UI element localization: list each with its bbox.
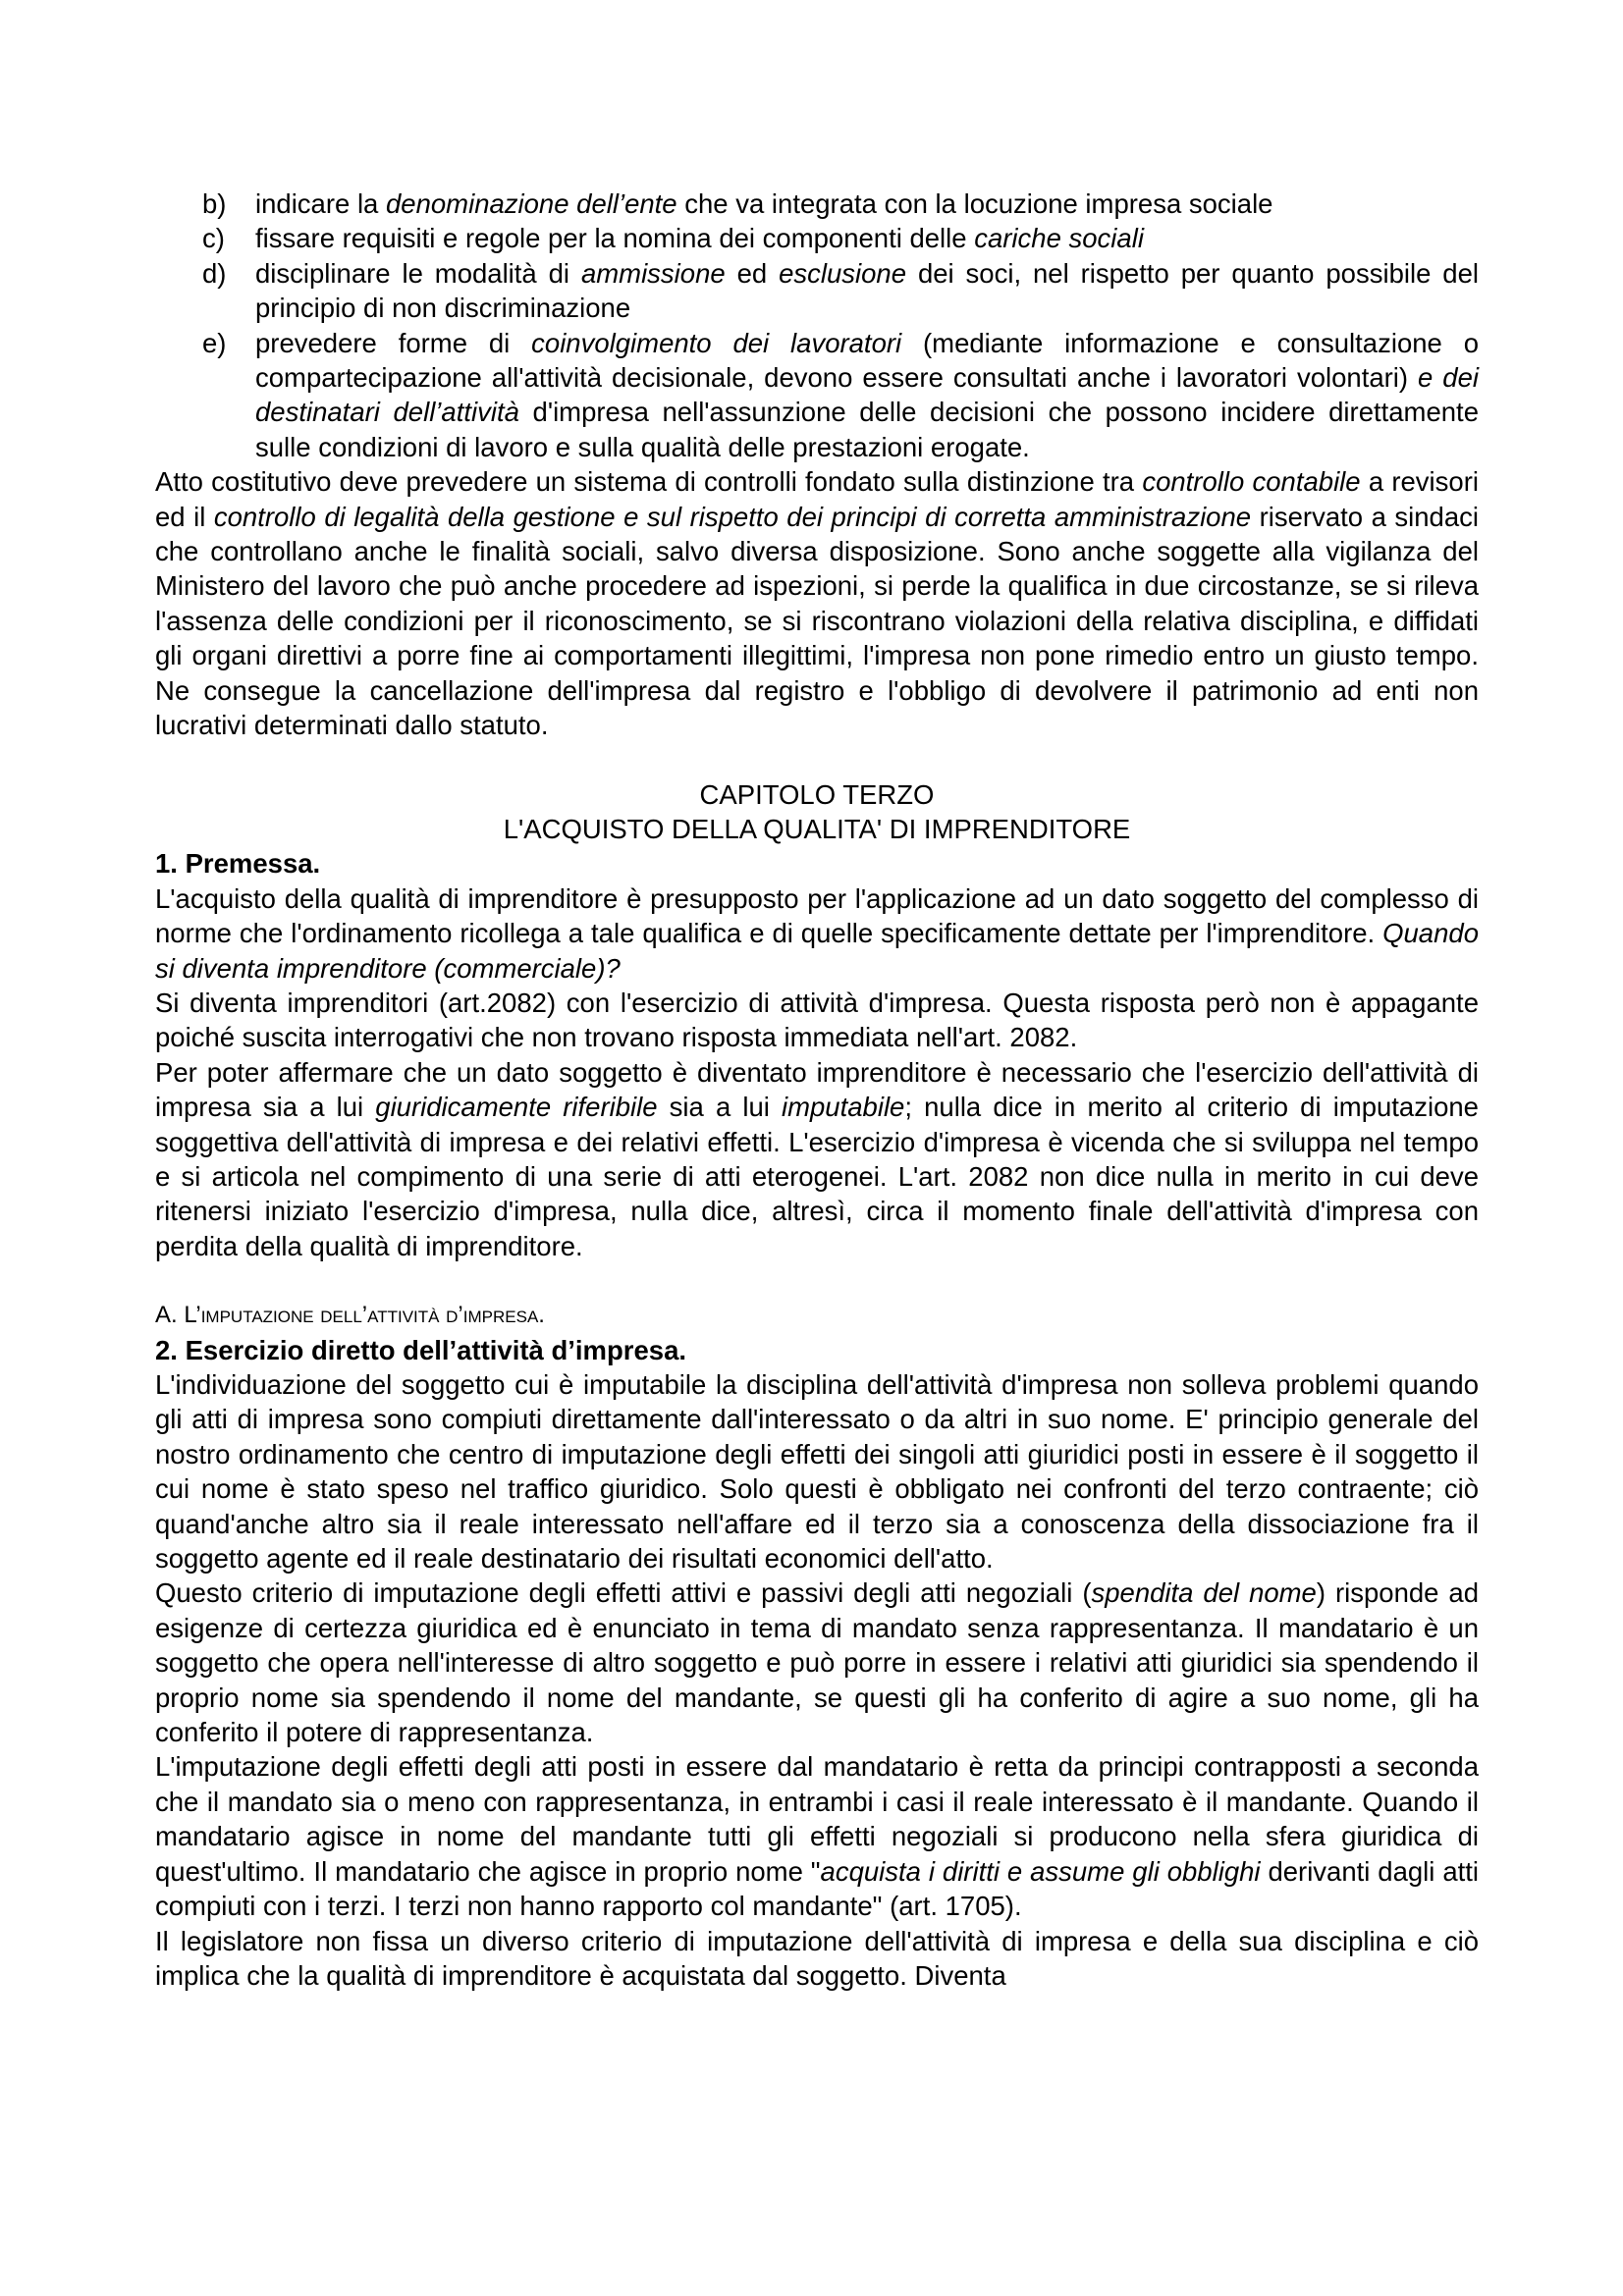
list-item-text	[255, 328, 1479, 462]
italic-text-run: acquista i diritti e assume gli obblighi	[820, 1855, 1261, 1887]
text-run: dei soci, nel rispetto per quanto possibile del principio di non discriminazione	[255, 257, 1479, 324]
list-item-text	[255, 188, 1272, 219]
italic-text-run: giuridicamente riferibile	[375, 1092, 658, 1123]
text-run: sia a lui	[657, 1092, 782, 1123]
list-marker: d)	[202, 257, 227, 289]
section-heading-esercizio: 2. Esercizio diretto dell’attività d’impresa.	[155, 1334, 687, 1365]
text-run: che va integrata con la locuzione impresa sociale	[676, 188, 1273, 219]
paragraph	[155, 1575, 1479, 1749]
text-run: fissare requisiti e regole per la nomina dei componenti delle	[255, 223, 975, 254]
text-run: Questo criterio di imputazione degli effetti attivi e passivi degli atti negoziali (	[155, 1577, 1092, 1609]
italic-text-run: Quando si diventa imprenditore (commerciale)?	[155, 918, 1479, 984]
italic-text-run: coinvolgimento dei lavoratori	[531, 327, 902, 358]
text-run: riservato a sindaci che controllano anche le finalità sociali, salvo diversa disposizione. Sono anche soggette alla vigilanza del Ministero del lavoro che può anche procedere ad ispezioni, si perde la qualifica in due circostanze, se si rileva l'assenza delle condizioni per il riconoscimento, se si riscontrano violazioni della relativa disciplina, e diffidati gli organi direttivi a porre fine ai comportamenti illegittimi, l'impresa non pone rimedio entro un giusto tempo. Ne consegue la cancellazione dell'impresa dal registro e l'obbligo di devolvere il patrimonio ad enti non lucrativi determinati dallo statuto.	[155, 501, 1480, 741]
text-run: a revisori ed il	[155, 466, 1479, 532]
paragraph	[155, 986, 1479, 1055]
list-marker: c)	[202, 223, 225, 254]
italic-text-run: cariche sociali	[974, 223, 1144, 254]
text-run: ed	[725, 257, 780, 289]
chapter-label: CAPITOLO TERZO	[699, 778, 935, 810]
text-run: Si diventa imprenditori (art.2082) con l'esercizio di attività d'impresa. Questa risposta però non è appagante poiché suscita interrogativi che non trovano risposta immediata nell'art. 2082.	[155, 987, 1479, 1053]
italic-text-run: imputabile	[782, 1092, 905, 1123]
text-run: L'acquisto della qualità di imprenditore è presupposto per l'applicazione ad un dato soggetto del complesso di norme che l'ordinamento ricollega a tale qualifica e di quelle specificamente dettate per l'imprenditore.	[155, 882, 1479, 949]
requirements-list	[155, 187, 1479, 464]
italic-text-run: esclusione	[779, 257, 907, 289]
text-run: Per poter affermare che un dato soggetto è diventato imprenditore è necessario che l'esercizio dell'attività di impresa sia a lui	[155, 1056, 1479, 1123]
text-run: L'individuazione del soggetto cui è imputabile la disciplina dell'attività d'impresa non solleva problemi quando gli atti di impresa sono compiuti direttamente dall'interessato o da altri in suo nome. E' principio generale del nostro ordinamento che centro di imputazione degli effetti dei singoli atti giuridici posti in essere è il soggetto il cui nome è stato speso nel traffico giuridico. Solo questi è obbligato nei confronti del terzo contraente; ciò quand'anche altro sia il reale interessato nell'affare ed il terzo sia a conoscenza della dissociazione fra il soggetto agente ed il reale destinatario dei risultati economici dell'atto.	[155, 1369, 1479, 1575]
chapter-title: L'ACQUISTO DELLA QUALITA' DI IMPRENDITORE	[503, 813, 1131, 844]
italic-text-run: controllo di legalità della gestione e sul rispetto dei principi di corretta amministrazione	[213, 501, 1252, 532]
paragraph	[155, 1055, 1479, 1263]
list-item	[155, 256, 1479, 326]
text-run: d'impresa nell'assunzione delle decisioni che possono incidere direttamente sulle condizioni di lavoro e sulla qualità delle prestazioni erogate.	[255, 397, 1479, 462]
text-run: (mediante informazione e consultazione o compartecipazione all'attività decisionale, devono essere consultati anche i lavoratori volontari)	[255, 327, 1479, 394]
paragraph	[155, 1367, 1479, 1575]
italic-text-run: denominazione dell’ente	[386, 188, 677, 219]
text-run: prevedere forme di	[255, 327, 532, 358]
paragraph	[155, 1924, 1479, 1994]
list-item-text	[255, 223, 1144, 253]
italic-text-run: e dei destinatari dell’attività	[255, 362, 1479, 428]
list-item	[155, 326, 1479, 465]
text-run: derivanti dagli atti compiuti con i terzi. I terzi non hanno rapporto col mandante" (art. 1705).	[155, 1855, 1479, 1922]
spacer	[155, 1263, 1479, 1298]
paragraph-controlli	[155, 464, 1479, 742]
list-marker: e)	[202, 327, 227, 358]
italic-text-run: spendita del nome	[1091, 1577, 1317, 1609]
text-run: L'imputazione degli effetti degli atti posti in essere dal mandatario è retta da principi contrapposti a seconda che il mandato sia o meno con rappresentanza, in entrambi i casi il reale interessato è il mandante. Quando il mandatario agisce in nome del mandante tutti gli effetti negoziali si producono nella sfera giuridica di quest'ultimo. Il mandatario che agisce in proprio nome "	[155, 1751, 1479, 1887]
paragraph	[155, 1749, 1479, 1923]
document-page	[155, 187, 1479, 1993]
italic-text-run: ammissione	[580, 257, 726, 289]
list-marker: b)	[202, 188, 227, 219]
text-run: Il legislatore non fissa un diverso criterio di imputazione dell'attività di impresa e della sua disciplina e ciò implica che la qualità di imprenditore è acquistata dal soggetto. Diventa	[155, 1925, 1479, 1991]
list-item-text	[255, 258, 1479, 323]
text-run: disciplinare le modalità di	[255, 257, 581, 289]
list-item	[155, 187, 1479, 221]
list-item	[155, 221, 1479, 255]
text-run: indicare la	[255, 188, 386, 219]
text-run: ) risponde ad esigenze di certezza giuridica ed è enunciato in tema di mandato senza rappresentanza. Il mandatario è un soggetto che opera nell'interesse di altro soggetto e può porre in essere i relativi atti giuridici sia spendendo il proprio nome sia spendendo il nome del mandante, se questi gli ha conferito di agire a suo nome, gli ha conferito il potere di rappresentanza.	[155, 1577, 1479, 1748]
paragraph	[155, 881, 1479, 986]
subsection-label: A. L’imputazione dell’attività d’impresa.	[155, 1302, 545, 1329]
spacer	[155, 743, 1479, 777]
text-run: Atto costitutivo deve prevedere un sistema di controlli fondato sulla distinzione tra	[155, 466, 1143, 498]
text-run: ; nulla dice in merito al criterio di imputazione soggettiva dell'attività di impresa e dei relativi effetti. L'esercizio d'impresa è vicenda che si sviluppa nel tempo e si articola nel compimento di una serie di atti eterogenei. L'art. 2082 non dice nulla in merito in cui deve ritenersi iniziato l'esercizio d'impresa, nulla dice, altresì, circa il momento finale dell'attività d'impresa con perdita della qualità di imprenditore.	[155, 1092, 1479, 1261]
section-heading-premessa: 1. Premessa.	[155, 848, 321, 880]
italic-text-run: controllo contabile	[1142, 466, 1361, 498]
